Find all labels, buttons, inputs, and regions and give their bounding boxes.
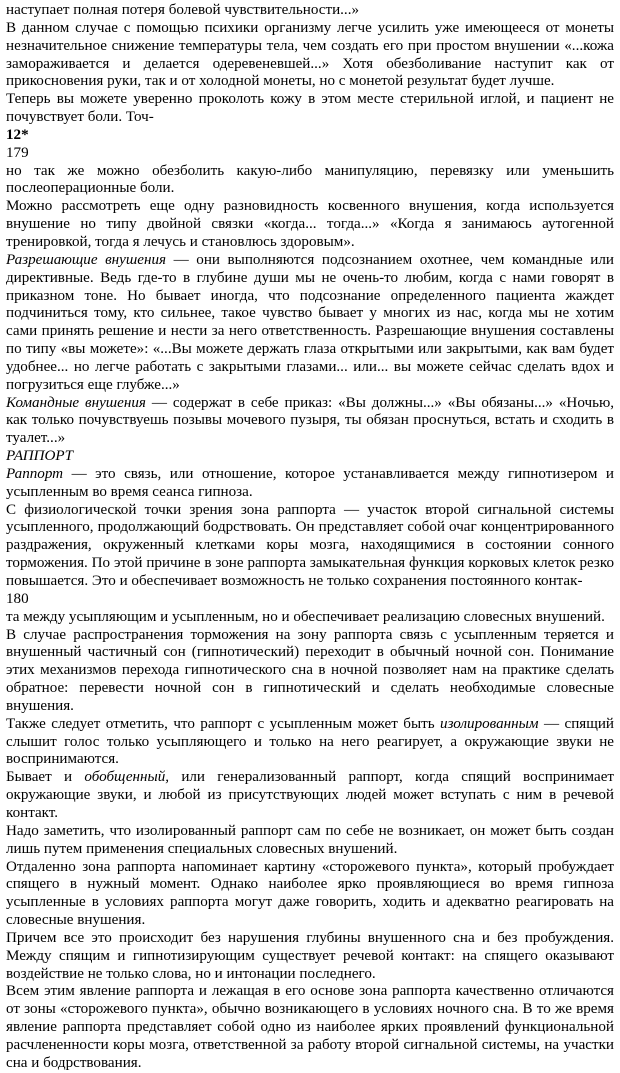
paragraph bbox=[6, 769, 614, 823]
paragraph-text: или генерализованный раппорт, когда спящий воспринимает окружающие звуки, и любой из присутствующих людей может вступать с ним в речевой контакт. bbox=[6, 769, 614, 821]
paragraph-text: — они выполняются подсознанием охотнее, чем командные или директивные. Ведь где-то в глубине души мы не очень-то любим, когда с нами говорят в приказном тоне. Но бывает иногда, что подсознание определенного пациента жаждет подчиниться тому, кто сильнее, такое чувство бывает у многих из нас, когда мы не хотим сами принять решение и нести за него ответственность. Разрешающие внушения составлены по типу «вы можете»: «...Вы можете держать глаза открытыми или закрытыми, как вам будет удобнее... но легче работать с закрытыми глазами... или... вы можете сейчас сделать вдох и погрузиться еще глубже...» bbox=[6, 251, 614, 393]
paragraph: Надо заметить, что изолированный раппорт сам по себе не возникает, он может быть создан лишь путем применения специальных словесных внушений. bbox=[6, 822, 614, 857]
paragraph: Причем все это происходит без нарушения глубины внушенного сна и без пробуждения. Между спящим и гипнотизирующим существует речевой контакт: на спящего оказывают воздействие не только слова, но и интонации последнего. bbox=[6, 929, 614, 982]
term-generalized: обобщенный, bbox=[84, 769, 170, 786]
section-heading: РАППОРТ bbox=[6, 448, 74, 465]
paragraph-text: — спящий слышит голос только усыпляющего и только на него реагирует, а окружающие звуки не воспринимаются. bbox=[6, 715, 615, 768]
paragraph bbox=[6, 252, 614, 395]
paragraph-text: Также следует отметить, что раппорт с усыпленным может быть bbox=[6, 715, 441, 732]
paragraph: В данном случае с помощью психики организму легче усилить уже имеющееся от монеты незначительное снижение температуры тела, чем создать его при простом внушении «...кожа замораживается и делается одеревеневшей...» Хотя обезболивание наступит как от прикосновения руки, так и от холодной монеты, но с монетой результат будет лучше. bbox=[6, 19, 614, 90]
paragraph: наступает полная потеря болевой чувствительности...» bbox=[6, 2, 360, 18]
page-marker: 12* bbox=[6, 126, 29, 143]
paragraph: Всем этим явление раппорта и лежащая в его основе зона раппорта качественно отличаются от зоны «сторожевого пункта», обычно возникающего в условиях ночного сна. В то же время явление раппорта представляет собой одно из наиболее ярких проявлений функциональной расчлененности коры мозга, ответственной за работу второй сигнальной системы, на участки сна и бодрствования. bbox=[6, 983, 614, 1071]
page-number: 179 bbox=[6, 144, 29, 161]
paragraph: В случае распространения торможения на зону раппорта связь с усыпленным теряется и внушенный частичный сон (гипнотический) переходит в обычный ночной сон. Понимание этих механизмов перехода гипнотического сна в ночной позволяет нам на практике сделать обратное: перевести ночной сон в гипнотический и сделать необходимые словесные внушения. bbox=[6, 626, 614, 714]
paragraph: С физиологической точки зрения зона раппорта — участок второй сигнальной системы усыпленного, продолжающий бодрствовать. Он представляет собой очаг концентрированного раздражения, окруженный клетками коры мозга, находящимися в состоянии сонного торможения. По этой причине в зоне раппорта замыкательная функция корковых клеток резко повышается. Это и обеспечивает возможность не только сохранения постоянного контак- bbox=[6, 501, 614, 589]
paragraph-text: Бывает и bbox=[6, 769, 85, 786]
paragraph: та между усыпляющим и усыпленным, но и обеспечивает реализацию словесных внушений. bbox=[6, 608, 605, 625]
paragraph: Можно рассмотреть еще одну разновидность косвенного внушения, когда используется внушение но типу двойной связки «когда... тогда...» «Когда я занимаюсь аутогенной тренировкой, тогда я лечусь и становлюсь здоровым». bbox=[6, 198, 614, 250]
term-command-suggestions: Командные внушения bbox=[6, 394, 146, 411]
paragraph-text: — это связь, или отношение, которое устанавливается между гипнотизером и усыпленным во время сеанса гипноза. bbox=[6, 465, 614, 500]
paragraph bbox=[6, 466, 614, 502]
paragraph: но так же можно обезболить какую-либо манипуляцию, перевязку или уменьшить послеоперационные боли. bbox=[6, 162, 614, 197]
paragraph: Теперь вы можете уверенно проколоть кожу в этом месте стерильной иглой, и пациент не почувствует боли. Точ- bbox=[6, 91, 614, 126]
paragraph bbox=[6, 716, 614, 770]
paragraph-text: — содержат в себе приказ: «Вы должны...» «Вы обязаны...» «Ночью, как только почувствуешь позывы мочевого пузыря, ты обязан проснуться, встать и сходить в туалет...» bbox=[6, 394, 615, 447]
term-permissive-suggestions: Разрешающие внушения bbox=[6, 251, 167, 268]
paragraph: Отдаленно зона раппорта напоминает картину «сторожевого пункта», который пробуждает спящего в нужный момент. Однако наиболее ярко проявляющиеся во время гипноза усыпленные в условиях раппорта могут даже говорить, ходить и адекватно реагировать на словесные внушения. bbox=[6, 858, 614, 929]
term-rapport: Раппорт bbox=[6, 465, 64, 482]
page-number: 180 bbox=[6, 590, 29, 607]
term-isolated: изолированным bbox=[440, 715, 539, 732]
paragraph bbox=[6, 395, 614, 449]
